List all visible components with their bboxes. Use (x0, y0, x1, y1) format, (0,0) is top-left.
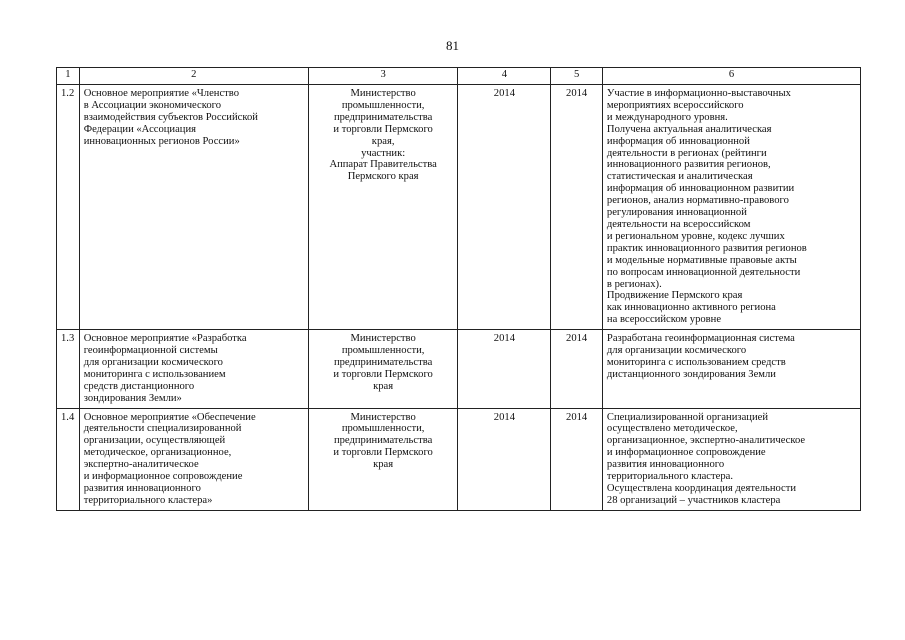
start-year: 2014 (458, 330, 551, 408)
header-cell: 1 (57, 68, 80, 85)
start-year: 2014 (458, 85, 551, 330)
result-paragraph: Участие в информационно-выставочных мероприятиях всероссийского и международного уровня. (606, 88, 791, 123)
result-paragraph: Специализированной организацией осуществлено методическое, организационное, экспертно-аналитическое и информационное сопровождение развития инновационного территориального кластера. (606, 411, 806, 483)
start-year: 2014 (458, 408, 551, 510)
responsible-executor: Министерство промышленности, предпринимательства и торговли Пермского края (308, 330, 458, 408)
expected-results (602, 408, 860, 510)
expected-results (602, 85, 860, 330)
activity-name: Основное мероприятие «Обеспечение деятельности специализированной организации, осуществляющей методическое, организационное, экспертно-аналитическое и информационное сопровождение развития инновационного территориального кластера» (79, 408, 308, 510)
row-number: 1.4 (57, 408, 80, 510)
header-cell: 3 (308, 68, 458, 85)
table-row (57, 330, 861, 408)
header-cell: 2 (79, 68, 308, 85)
end-year: 2014 (551, 408, 603, 510)
end-year: 2014 (551, 85, 603, 330)
result-paragraph: Осуществлена координация деятельности 28 организаций – участников кластера (606, 483, 797, 506)
table-row (57, 408, 861, 510)
header-cell: 6 (602, 68, 860, 85)
page-number: 81 (446, 38, 459, 53)
responsible-executor: Министерство промышленности, предпринимательства и торговли Пермского края, участник: Аппарат Правительства Пермского края (308, 85, 458, 330)
table-header-row (57, 68, 861, 85)
result-paragraph: Продвижение Пермского края как инновационно активного региона на всероссийском уровне (606, 290, 776, 326)
result-paragraph: Разработана геоинформационная система для организации космического мониторинга с использованием средств дистанционного зондирования Земли (606, 333, 795, 380)
row-number: 1.2 (57, 85, 80, 330)
result-paragraph: Получена актуальная аналитическая информация об инновационной деятельности в регионах (рейтинги инновационного развития регионов, статистическая и аналитическая информация об инновационном развитии регионов, анализ нормативно-правового регулирования инновационной деятельности на всероссийском и региональном уровне, кодекс лучших практик инновационного развития регионов и модельные нормативные правовые акты по вопросам инновационной деятельности в регионах). (606, 123, 807, 290)
responsible-executor: Министерство промышленности, предпринимательства и торговли Пермского края (308, 408, 458, 510)
row-number: 1.3 (57, 330, 80, 408)
program-activities-table (56, 67, 861, 511)
end-year: 2014 (551, 330, 603, 408)
expected-results (602, 330, 860, 408)
header-cell: 4 (458, 68, 551, 85)
activity-name: Основное мероприятие «Членство в Ассоциации экономического взаимодействия субъектов Российской Федерации «Ассоциация инновационных регионов России» (79, 85, 308, 330)
table-row (57, 85, 861, 330)
header-cell: 5 (551, 68, 603, 85)
activity-name: Основное мероприятие «Разработка геоинформационной системы для организации космического мониторинга с использованием средств дистанционного зондирования Земли» (79, 330, 308, 408)
